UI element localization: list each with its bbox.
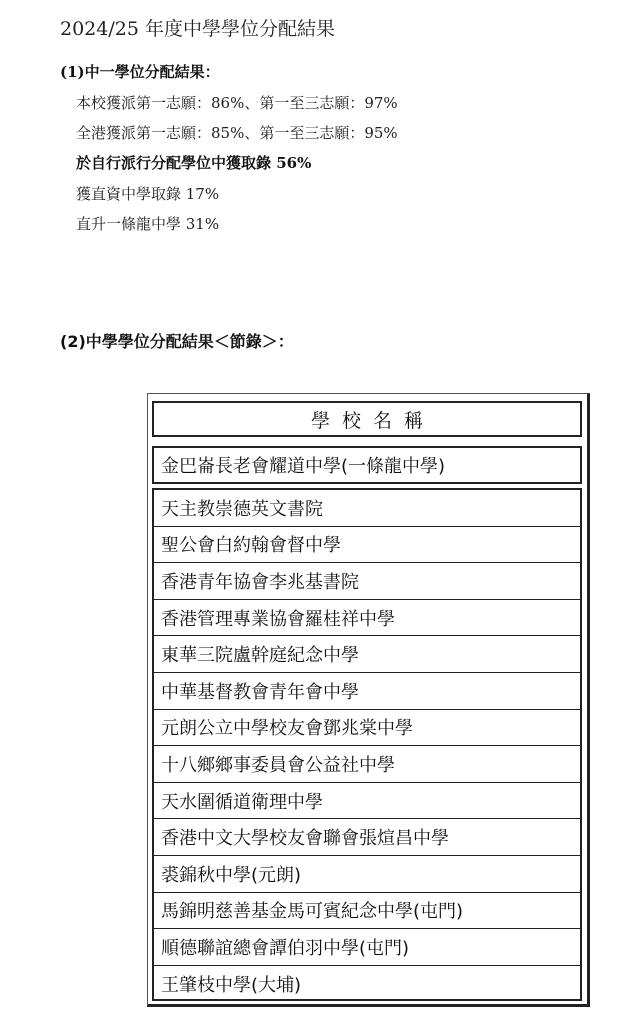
table-row: 天水圍循道衛理中學: [154, 783, 580, 820]
table-row: 聖公會白約翰會督中學: [154, 527, 580, 564]
featured-school-row: 金巴崙長老會耀道中學(一條龍中學): [152, 446, 582, 484]
school-table: [147, 393, 590, 1007]
table-row: 香港管理專業協會羅桂祥中學: [154, 600, 580, 637]
page-title: 2024/25 年度中學學位分配結果: [60, 18, 335, 40]
section-1-heading: (1)中一學位分配結果：: [60, 63, 220, 81]
school-list: [152, 488, 582, 1001]
table-row: 元朗公立中學校友會鄧兆棠中學: [154, 710, 580, 747]
table-row: 香港中文大學校友會聯會張煊昌中學: [154, 819, 580, 856]
table-header: 學校名稱: [152, 401, 582, 437]
table-row: 中華基督教會青年會中學: [154, 673, 580, 710]
table-row: 裘錦秋中學(元朗): [154, 856, 580, 893]
table-row: 十八鄉鄉事委員會公益社中學: [154, 746, 580, 783]
section-2-heading: (2)中學學位分配結果＜節錄＞：: [60, 332, 294, 351]
table-row: 天主教崇德英文書院: [154, 490, 580, 527]
table-row: 順德聯誼總會譚伯羽中學(屯門): [154, 929, 580, 966]
stat-line: 全港獲派第一志願：85%、第一至三志願：95%: [76, 124, 398, 142]
stat-line: 直升一條龍中學 31%: [76, 215, 220, 233]
table-row: 馬錦明慈善基金馬可賓紀念中學(屯門): [154, 893, 580, 930]
stat-line: 獲直資中學取錄 17%: [76, 185, 220, 203]
table-row: 東華三院盧幹庭紀念中學: [154, 636, 580, 673]
table-row: 香港青年協會李兆基書院: [154, 563, 580, 600]
table-row: 王肇枝中學(大埔): [161, 975, 302, 997]
stat-line: 本校獲派第一志願：86%、第一至三志願：97%: [76, 94, 398, 112]
stat-line: 於自行派行分配學位中獲取錄 56%: [76, 154, 312, 172]
